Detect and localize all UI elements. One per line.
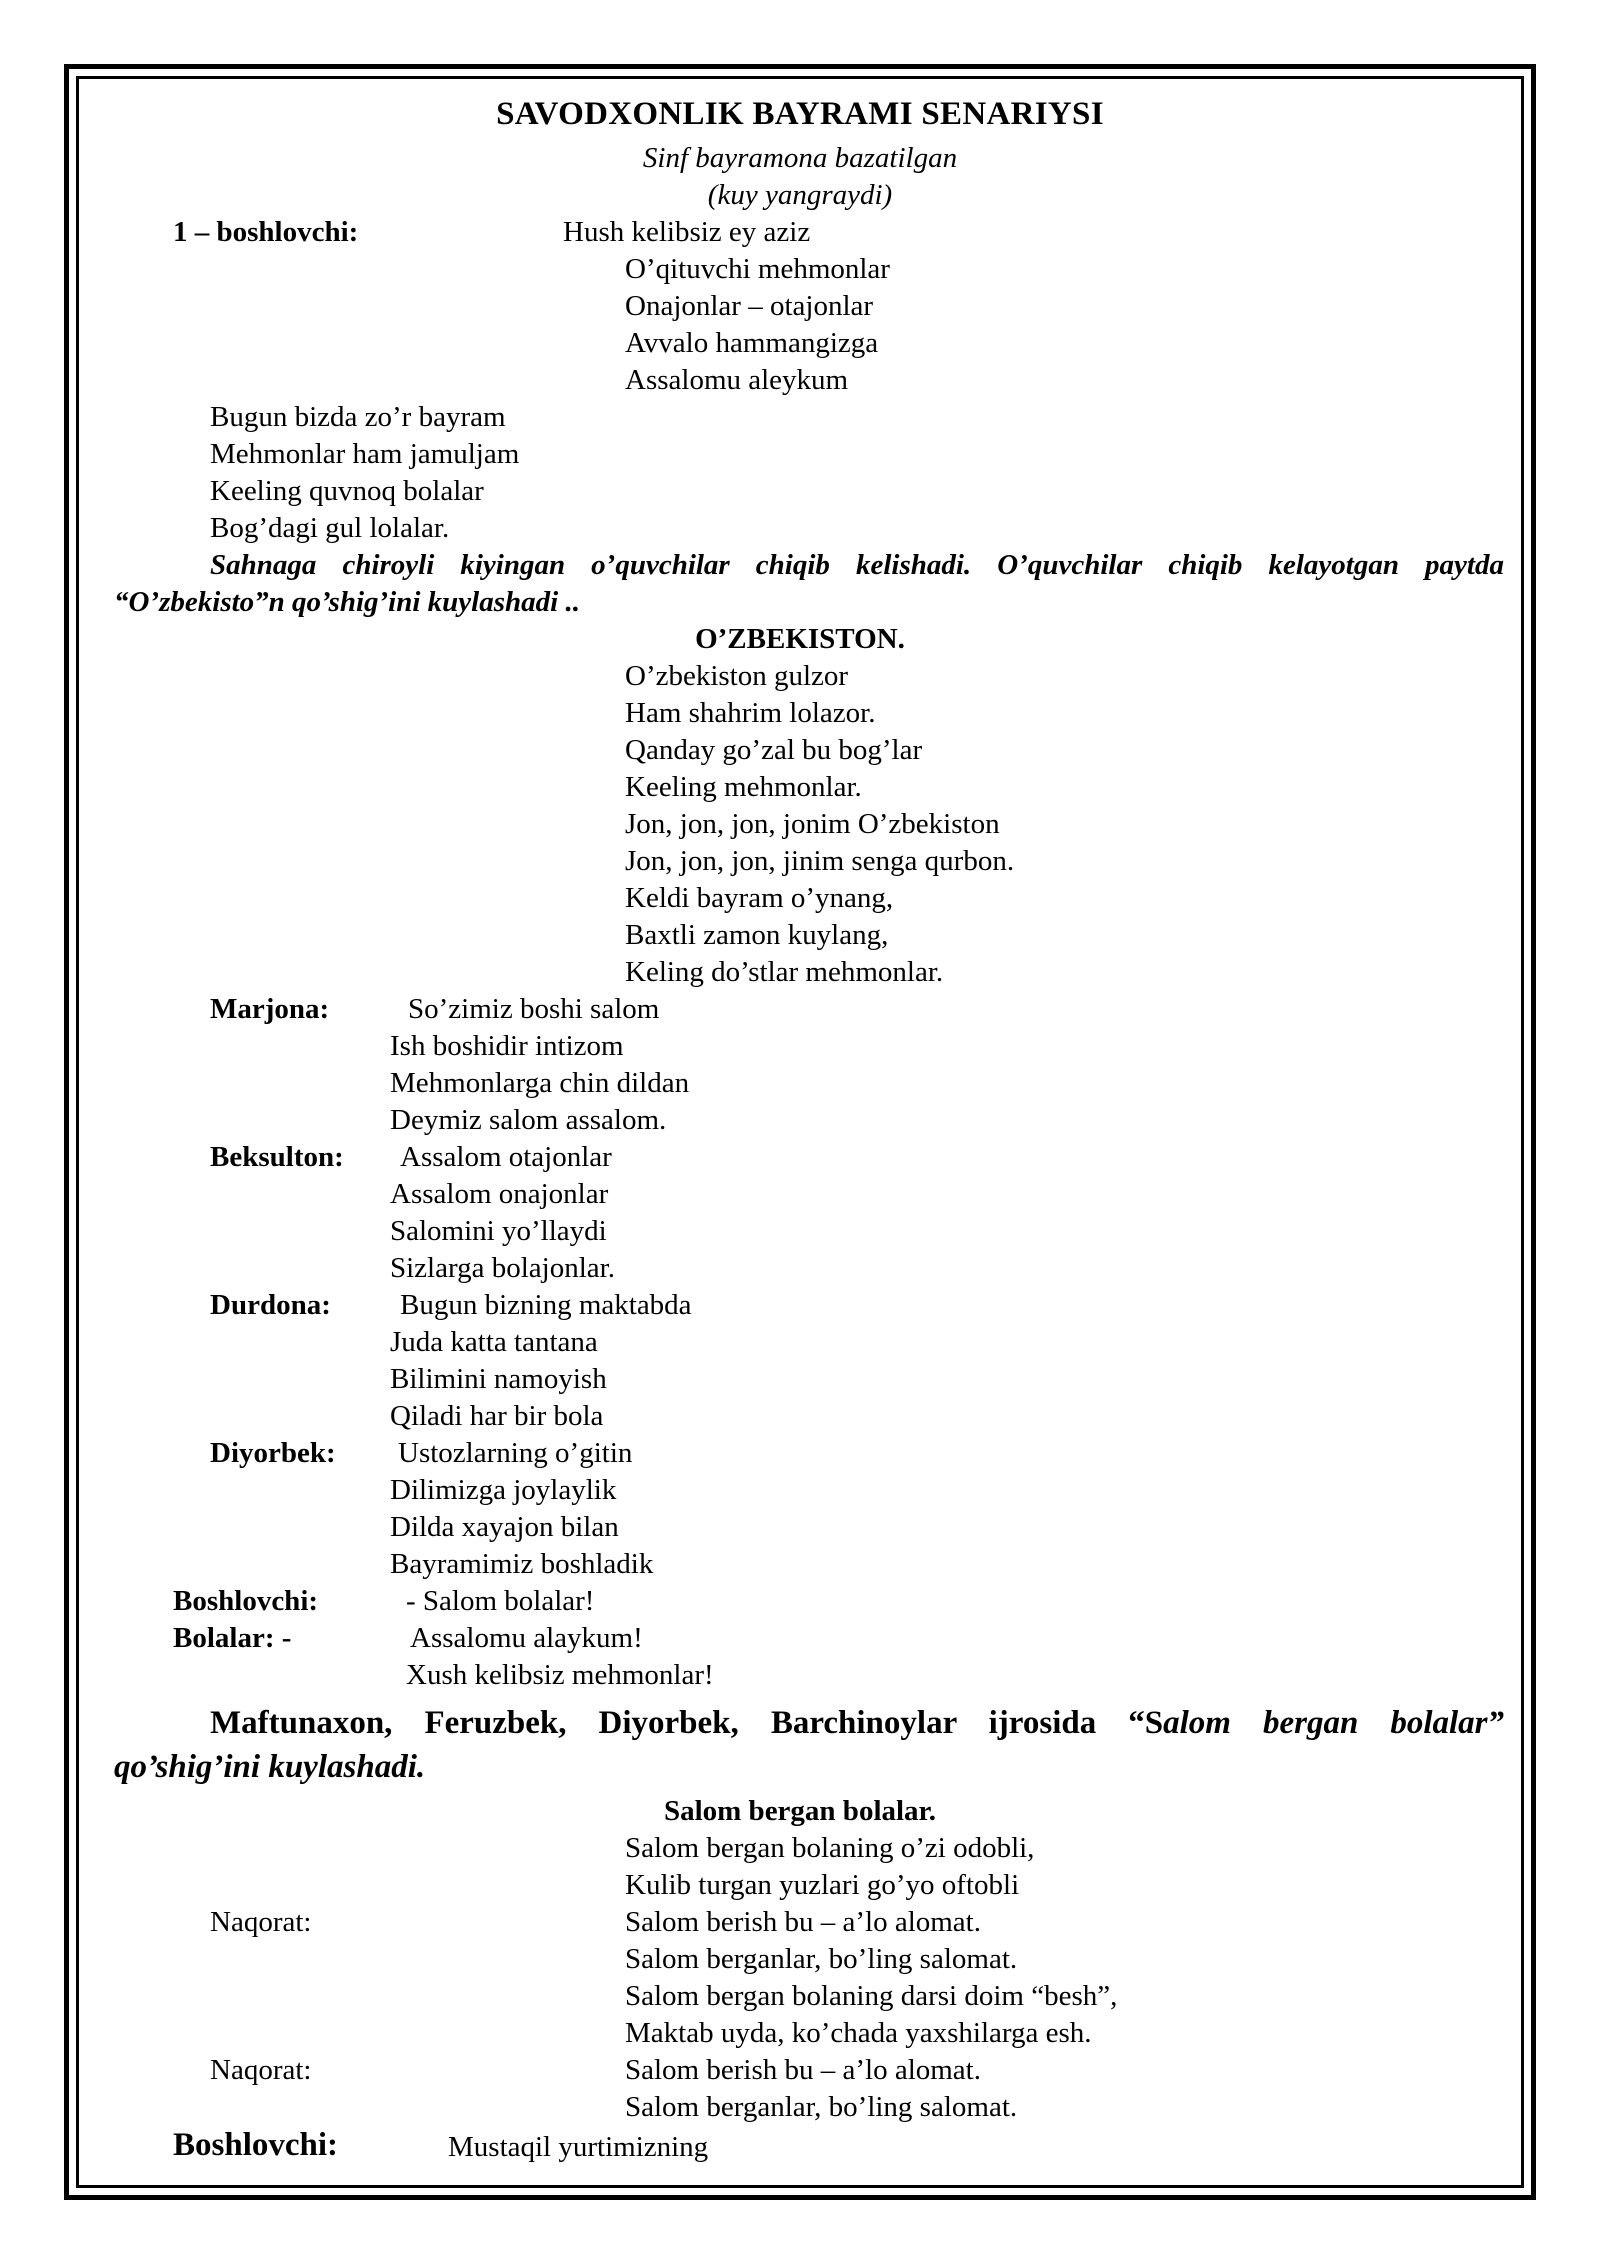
song-2-line: Salom bergan bolaning o’zi odobli, [625, 1832, 1035, 1864]
speaker-line: Ustozlarning o’gitin [398, 1437, 633, 1469]
speaker-line: Mehmonlarga chin dildan [390, 1067, 690, 1099]
song-1-line: Keldi bayram o’ynang, [625, 882, 894, 914]
song-1-line: Jon, jon, jon, jonim O’zbekiston [625, 808, 1000, 840]
speaker-line: Sizlarga bolajonlar. [390, 1252, 615, 1284]
verse-1-line: Bugun bizda zo’r bayram [210, 401, 506, 433]
song-1-line: Qanday go’zal bu bog’lar [625, 734, 923, 766]
kids-label: Bolalar: - [173, 1622, 292, 1654]
speaker-name: Durdona: [210, 1289, 331, 1321]
speaker-line: Bayramimiz boshladik [390, 1548, 654, 1580]
verse-1-line: Keeling quvnoq bolalar [210, 475, 484, 507]
refrain-label: Naqorat: [210, 2054, 312, 2086]
verse-1-line: Bog’dagi gul lolalar. [210, 512, 450, 544]
speaker-line: Ish boshidir intizom [390, 1030, 624, 1062]
speaker-name: Marjona: [210, 993, 330, 1025]
song-1-line: Keeling mehmonlar. [625, 771, 862, 803]
song-2-line: Salom berish bu – a’lo alomat. [625, 1906, 981, 1938]
song-1-line: Ham shahrim lolazor. [625, 697, 876, 729]
speaker-name: Diyorbek: [210, 1437, 336, 1469]
refrain-label: Naqorat: [210, 1906, 312, 1938]
song-2-line: Salom berganlar, bo’ling salomat. [625, 1943, 1018, 1975]
host-label: Boshlovchi: [173, 1585, 319, 1617]
document-title: SAVODXONLIK BAYRAMI SENARIYSI [496, 96, 1104, 132]
speaker-line: Bilimini namoyish [390, 1363, 607, 1395]
song-2-line: Salom berganlar, bo’ling salomat. [625, 2091, 1018, 2123]
host-1-line: Assalomu aleykum [625, 364, 849, 396]
stage-direction-2-line-2: qo’shig’ini kuylashadi. [114, 1749, 426, 1785]
stage-direction-1-line-1: Sahnaga chiroyli kiyingan o’quvchilar chiqib kelishadi. O’quvchilar chiqib kelayotgan paytda [210, 549, 1504, 581]
speaker-line: Bugun bizning maktabda [400, 1289, 692, 1321]
host-1-line: Hush kelibsiz ey aziz [563, 216, 811, 248]
song-1-title: O’ZBEKISTON. [695, 623, 905, 655]
song-2-title: Salom bergan bolalar. [663, 1795, 937, 1827]
subtitle-line-1: Sinf bayramona bazatilgan [642, 142, 958, 174]
host-1-line: Onajonlar – otajonlar [625, 290, 874, 322]
subtitle-line-2: (kuy yangraydi) [707, 179, 893, 211]
host-1-line: O’qituvchi mehmonlar [625, 253, 890, 285]
speaker-line: Qiladi har bir bola [390, 1400, 604, 1432]
song-2-line: Maktab uyda, ko’chada yaxshilarga esh. [625, 2017, 1092, 2049]
song-2-line: Kulib turgan yuzlari go’yo oftobli [625, 1869, 1020, 1901]
speaker-line: So’zimiz boshi salom [408, 993, 660, 1025]
final-host-label: Boshlovchi: [173, 2127, 339, 2163]
final-host-line: Mustaqil yurtimizning [448, 2131, 709, 2163]
host-1-label: 1 – boshlovchi: [173, 216, 359, 248]
song-1-line: O’zbekiston gulzor [625, 660, 849, 692]
speaker-line: Assalom onajonlar [390, 1178, 609, 1210]
speaker-name: Beksulton: [210, 1141, 344, 1173]
song-1-line: Jon, jon, jon, jinim senga qurbon. [625, 845, 1015, 877]
host-line: - Salom bolalar! [406, 1585, 595, 1617]
stage-direction-2-line-1: Maftunaxon, Feruzbek, Diyorbek, Barchinoylar ijrosida “Salom bergan bolalar” [210, 1705, 1505, 1741]
song-1-line: Baxtli zamon kuylang, [625, 919, 889, 951]
speaker-line: Dilimizga joylaylik [390, 1474, 617, 1506]
song-2-line: Salom berish bu – a’lo alomat. [625, 2054, 981, 2086]
speaker-line: Salomini yo’llaydi [390, 1215, 607, 1247]
kids-line: Assalomu alaykum! [410, 1622, 643, 1654]
kids-line: Xush kelibsiz mehmonlar! [406, 1659, 714, 1691]
speaker-line: Juda katta tantana [390, 1326, 598, 1358]
speaker-line: Deymiz salom assalom. [390, 1104, 667, 1136]
verse-1-line: Mehmonlar ham jamuljam [210, 438, 520, 470]
stage-direction-1-line-2: “O’zbekisto”n qo’shig’ini kuylashadi .. [114, 586, 580, 618]
song-2-line: Salom bergan bolaning darsi doim “besh”, [625, 1980, 1118, 2012]
song-1-line: Keling do’stlar mehmonlar. [625, 956, 944, 988]
speaker-line: Assalom otajonlar [400, 1141, 612, 1173]
host-1-line: Avvalo hammangizga [625, 327, 879, 359]
speaker-line: Dilda xayajon bilan [390, 1511, 619, 1543]
